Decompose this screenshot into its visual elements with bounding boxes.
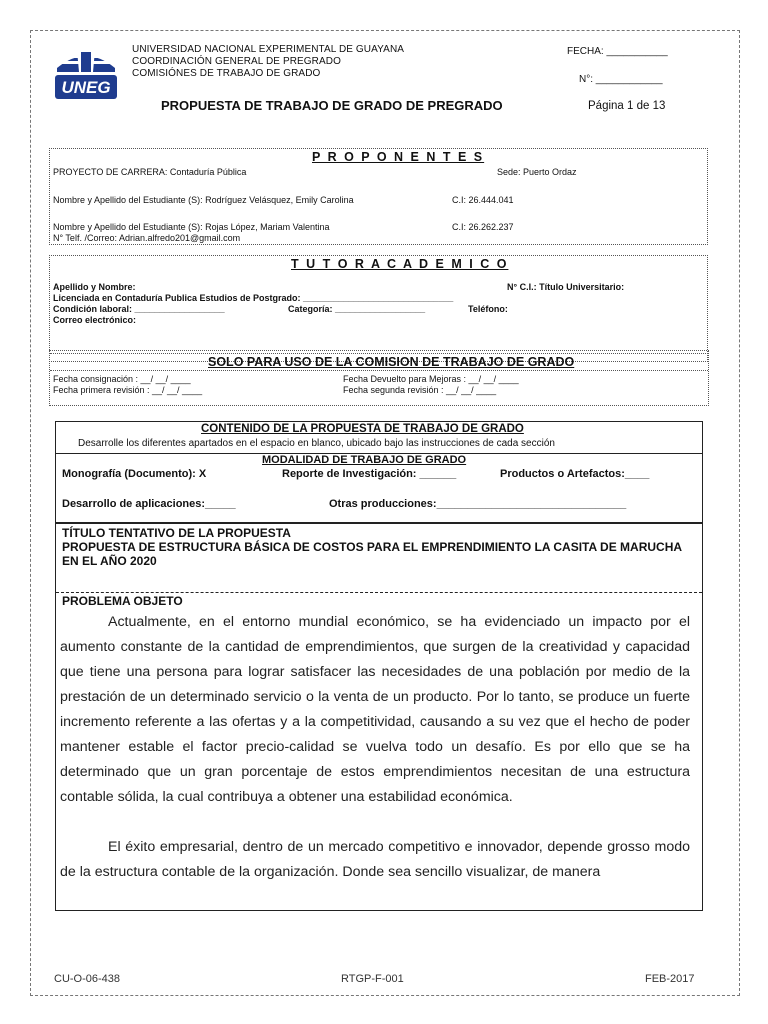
proponentes-title: P R O P O N E N T E S — [312, 150, 485, 164]
tutor-name-label: Apellido y Nombre: — [53, 282, 136, 292]
tutor-title: T U T O R A C A D E M I C O — [291, 257, 509, 271]
contact-info: N° Telf. /Correo: Adrian.alfredo201@gmail.com — [53, 233, 241, 243]
coordination-name: COORDINACIÓN GENERAL DE PREGRADO — [132, 56, 341, 67]
logo-text: UNEG — [61, 78, 111, 97]
uneg-logo — [53, 46, 119, 102]
institution-block — [132, 44, 404, 80]
tutor-telefono: Teléfono: — [468, 304, 508, 314]
titulo-label: TÍTULO TENTATIVO DE LA PROPUESTA — [62, 526, 291, 540]
university-name: UNIVERSIDAD NACIONAL EXPERIMENTAL DE GUAYANA — [132, 44, 405, 55]
document-title: PROPUESTA DE TRABAJO DE GRADO DE PREGRADO — [161, 98, 503, 113]
tutor-condicion: Condición laboral: __________________ — [53, 304, 225, 314]
sede-label: Sede: Puerto Ordaz — [497, 167, 577, 177]
footer-code-left: CU-O-06-438 — [54, 973, 121, 985]
footer-code-center: RTGP-F-001 — [341, 973, 404, 985]
tutor-categoria: Categoría: __________________ — [288, 304, 426, 314]
productos-option: Productos o Artefactos:____ — [500, 468, 650, 480]
page-indicator: Página 1 de 13 — [588, 100, 666, 112]
student2-ci: C.I: 26.262.237 — [452, 222, 514, 232]
tutor-ci-titulo: N° C.I.: Título Universitario: — [507, 282, 625, 292]
fecha-field: FECHA: ___________ — [567, 46, 668, 57]
aplicaciones-option: Desarrollo de aplicaciones:_____ — [62, 498, 236, 510]
divider — [56, 522, 702, 524]
problema-text — [60, 610, 690, 885]
student2-name: Nombre y Apellido del Estudiante (S): Rojas López, Mariam Valentina — [53, 222, 330, 232]
student1-name: Nombre y Apellido del Estudiante (S): Rodríguez Velásquez, Emily Carolina — [53, 195, 354, 205]
comision-section — [49, 350, 709, 406]
problema-label: PROBLEMA OBJETO — [62, 594, 183, 608]
footer-date: FEB-2017 — [645, 973, 695, 985]
titulo-text: PROPUESTA DE ESTRUCTURA BÁSICA DE COSTOS PARA EL EMPRENDIMIENTO LA CASITA DE MARUCHA EN EL AÑO 2020 — [62, 540, 682, 568]
modalidad-title: MODALIDAD DE TRABAJO DE GRADO — [262, 454, 467, 466]
contenido-title: CONTENIDO DE LA PROPUESTA DE TRABAJO DE GRADO — [201, 423, 524, 435]
fecha-devuelto: Fecha Devuelto para Mejoras : __/ __/ ____ — [343, 374, 519, 384]
fecha-consignacion: Fecha consignación : __/ __/ ____ — [53, 374, 191, 384]
contenido-instructions: Desarrolle los diferentes apartados en el espacio en blanco, ubicado bajo las instrucciones de cada sección — [78, 438, 555, 449]
commission-name: COMISIÓNES DE TRABAJO DE GRADO — [132, 68, 321, 79]
divider — [50, 370, 708, 371]
tutor-section — [49, 255, 708, 362]
student1-ci: C.I: 26.444.041 — [452, 195, 514, 205]
tutor-email: Correo electrónico: — [53, 315, 137, 325]
titulo-section — [62, 526, 694, 568]
otras-option: Otras producciones:_______________________________ — [329, 498, 627, 510]
numero-field: N°: ____________ — [579, 74, 663, 85]
reporte-option: Reporte de Investigación: ______ — [282, 468, 457, 480]
form-page — [30, 30, 740, 996]
fecha-primera-revision: Fecha primera revisión : __/ __/ ____ — [53, 385, 203, 395]
proponentes-section — [49, 148, 708, 245]
paragraph: Actualmente, en el entorno mundial económico, se ha evidenciado un impacto por el aumento constante de la cantidad de emprendimientos, que surgen de la creatividad y capacidad que tiene una persona para lograr satisfacer las necesidades de una población por medio de la prestación de un determinado servicio o la venta de un producto. Por lo tanto, se produce un fuerte incremento referente a las ofertas y a la competitividad, causando a su vez que el hecho de poder mantener estable el factor precio-calidad se vuelva todo un desafío. Es por ello que se ha determinado que un gran porcentaje de estos emprendimientos necesitan de una estructura contable sólida, la cual contribuya a obtener una estabilidad económica. — [60, 614, 690, 805]
paragraph: El éxito empresarial, dentro de un mercado competitivo e innovador, depende grosso modo de la estructura contable de la organización. Donde sea sencillo visualizar, de manera — [60, 839, 690, 880]
divider — [50, 353, 708, 354]
comision-title: SOLO PARA USO DE LA COMISION DE TRABAJO DE GRADO — [208, 355, 575, 369]
monografia-option: Monografía (Documento): X — [62, 468, 207, 480]
divider — [56, 592, 702, 593]
fecha-segunda-revision: Fecha segunda revisión : __/ __/ ____ — [343, 385, 497, 395]
contenido-section — [55, 421, 703, 911]
tutor-studies: Licenciada en Contaduría Publica Estudios de Postgrado: ______________________________ — [53, 293, 454, 303]
career-label: PROYECTO DE CARRERA: Contaduría Pública — [53, 167, 247, 177]
